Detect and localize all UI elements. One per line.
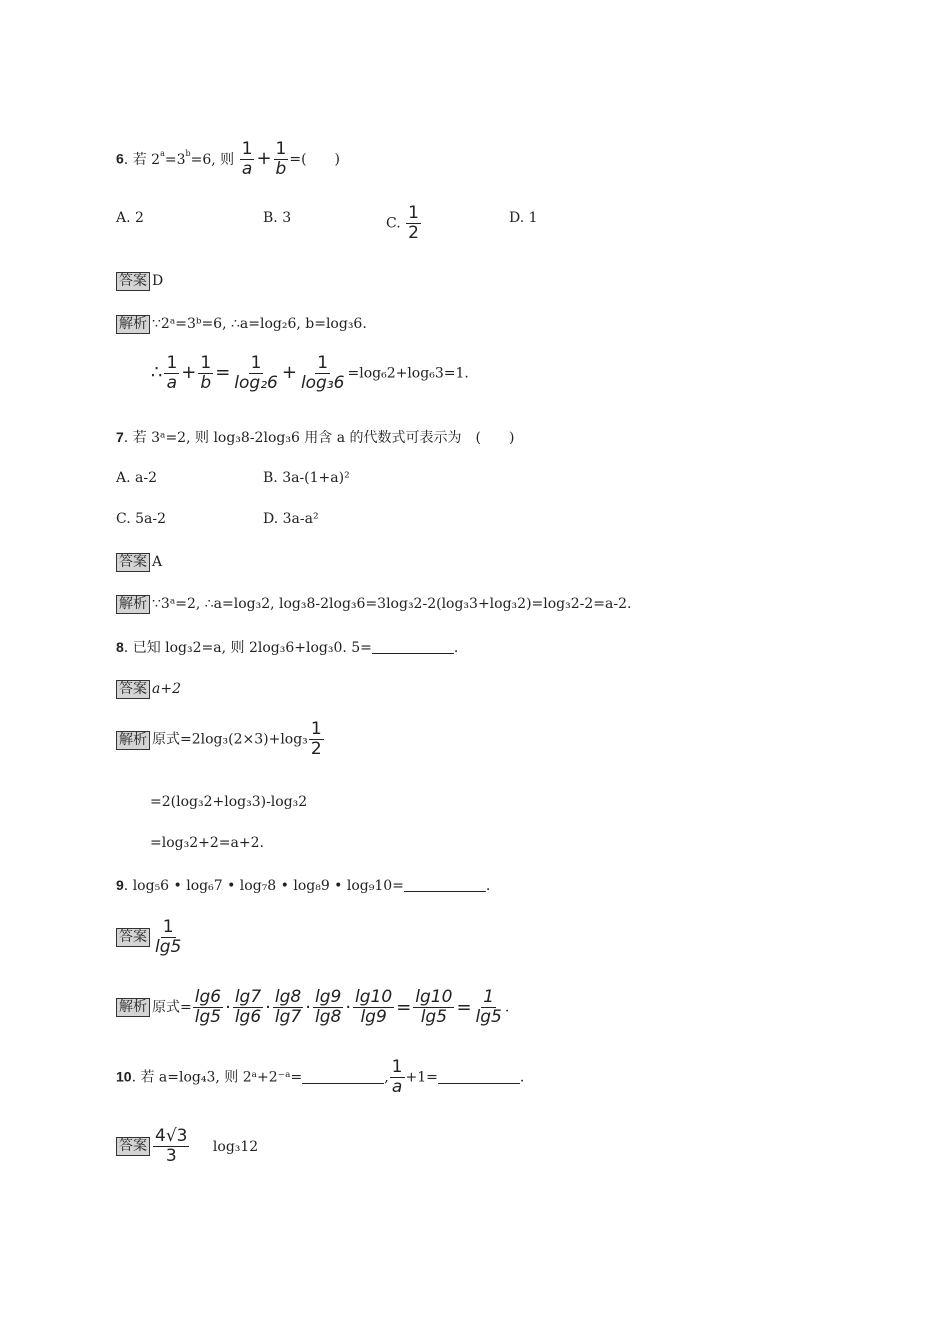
- q7-analysis: [116, 594, 631, 614]
- answer-label: 答案: [116, 272, 150, 291]
- q7-stem-text: . 若 3ᵃ=2, 则 log₃8-2log₃6 用含 a 的代数式可表示为 ( ): [123, 430, 515, 446]
- q7-option-d: D. 3a-a²: [263, 511, 319, 527]
- q9-analysis-fraction: $\frac{\lg 8}{\lg 7}$: [274, 987, 302, 1027]
- answer-label: 答案: [116, 680, 150, 699]
- q6-answer: [116, 271, 163, 291]
- answer-blank[interactable]: [404, 877, 486, 892]
- q8-number: 8: [116, 639, 124, 655]
- q6-stem: [116, 140, 340, 179]
- q8-analysis-line1: 解析 原式=2log₃(2×3)+log₃ $\frac{1}{2}$: [116, 720, 325, 759]
- q8-analysis-line2: =2(log₃2+log₃3)-log₃2: [150, 794, 308, 810]
- answer-blank[interactable]: [372, 639, 454, 654]
- q7-option-a: A. a-2: [116, 470, 157, 486]
- q10-answer-2: log₃12: [212, 1138, 259, 1155]
- q7-option-b: B. 3a-(1+a)²: [263, 470, 350, 486]
- plus-sign: +: [256, 147, 272, 169]
- q6-analysis-line1: [116, 314, 367, 334]
- q10-stem-text: . 若 a=log₄3, 则 2ᵃ+2⁻ᵃ=: [131, 1069, 303, 1086]
- analysis-label: 解析: [116, 315, 150, 334]
- q8-analysis-line3: =log₃2+2=a+2.: [150, 835, 264, 851]
- analysis-label: 解析: [116, 595, 150, 614]
- q9-analysis-fraction: $\frac{\lg 9}{\lg 8}$: [314, 987, 342, 1027]
- q6-answer-value: D: [152, 273, 164, 289]
- q6-fraction-1-over-b: $\frac{1}{b}$: [275, 139, 287, 179]
- q6-option-b: B. 3: [263, 210, 292, 226]
- answer-label: 答案: [116, 553, 150, 572]
- q10-number: 10: [116, 1068, 132, 1085]
- analysis-label: 解析: [116, 731, 150, 750]
- q7-analysis-text: ∵3ᵃ=2, ∴a=log₃2, log₃8-2log₃6=3log₃2-2(log₃3+log₃2)=log₃2-2=a-2.: [152, 596, 632, 612]
- q10-stem: 10. 若 a=log₄3, 则 2ᵃ+2⁻ᵃ= , $\frac{1}{a}$ +1= .: [116, 1057, 525, 1097]
- q6-analysis-line2: ∴ $\frac{1}{a}$ + $\frac{1}{b}$ = $\frac{1}{\text{log₂6}}$ + $\frac{1}{\text{log₃6}}$ =log₆2+log₆3=1.: [151, 353, 469, 393]
- q7-answer: [116, 552, 162, 572]
- q7-stem: [116, 427, 514, 448]
- q9-analysis-fraction: $\frac{\lg 7}{\lg 6}$: [234, 987, 262, 1027]
- q9-analysis-fraction: $\frac{\lg 10}{\lg 9}$: [355, 987, 393, 1027]
- q9-analysis-fraction: $\frac{\lg 6}{\lg 5}$: [194, 987, 222, 1027]
- q7-option-c: C. 5a-2: [116, 511, 167, 527]
- q9-stem: 9. log₅6 • log₆7 • log₇8 • log₈9 • log₉10= .: [116, 877, 491, 894]
- q6-option-d: D. 1: [509, 210, 538, 226]
- answer-blank-1[interactable]: [302, 1069, 384, 1084]
- q6-stem-text: . 若 $2^a=3^b=6$, 则: [123, 148, 235, 168]
- q8-answer: [116, 679, 181, 699]
- q9-analysis-fraction: $\frac{\lg 10}{\lg 5}$: [415, 987, 453, 1027]
- q6-number: 6: [116, 150, 124, 167]
- answer-label: 答案: [116, 1137, 150, 1156]
- q9-analysis: 解析 原式= $\frac{\lg 6}{\lg 5}$ · $\frac{\lg 7}{\lg 6}$ · $\frac{\lg 8}{\lg 7}$ · $\frac{\lg 9}{\lg 8}$ · $\frac{\lg 10}{\lg 9}$ = $\frac{\lg 10}{\lg 5}$ = $\frac{1}{\lg 5}$ .: [116, 988, 509, 1027]
- q8-stem: 8. 已知 log₃2=a, 则 2log₃6+log₃0. 5= .: [116, 639, 459, 656]
- q9-stem-text: . log₅6 • log₆7 • log₇8 • log₈9 • log₉10=: [123, 878, 404, 894]
- q9-analysis-fraction: $\frac{1}{\lg 5}$: [475, 987, 502, 1027]
- q6-stem-end: =( ): [289, 151, 341, 168]
- q8-stem-text: . 已知 log₃2=a, 则 2log₃6+log₃0. 5=: [123, 640, 372, 656]
- q6-option-c: C. $\frac{1}{2}$: [386, 203, 419, 243]
- q10-answer: 答案 $\frac{4√3}{3}$ log₃12: [116, 1127, 258, 1166]
- analysis-label: 解析: [116, 998, 150, 1017]
- q6-analysis-text: ∵2ᵃ=3ᵇ=6, ∴a=log₂6, b=log₃6.: [152, 316, 367, 332]
- q6-fraction-1-over-a: $\frac{1}{a}$: [241, 139, 253, 179]
- q6-option-a: A. 2: [116, 210, 144, 226]
- q9-answer: 答案 $\frac{1}{\lg 5}$: [116, 918, 184, 957]
- answer-label: 答案: [116, 928, 150, 947]
- q7-number: 7: [116, 429, 124, 445]
- answer-blank-2[interactable]: [438, 1069, 520, 1084]
- q7-answer-value: A: [152, 554, 163, 570]
- q9-number: 9: [116, 877, 124, 893]
- q8-answer-value: a+2: [152, 681, 181, 697]
